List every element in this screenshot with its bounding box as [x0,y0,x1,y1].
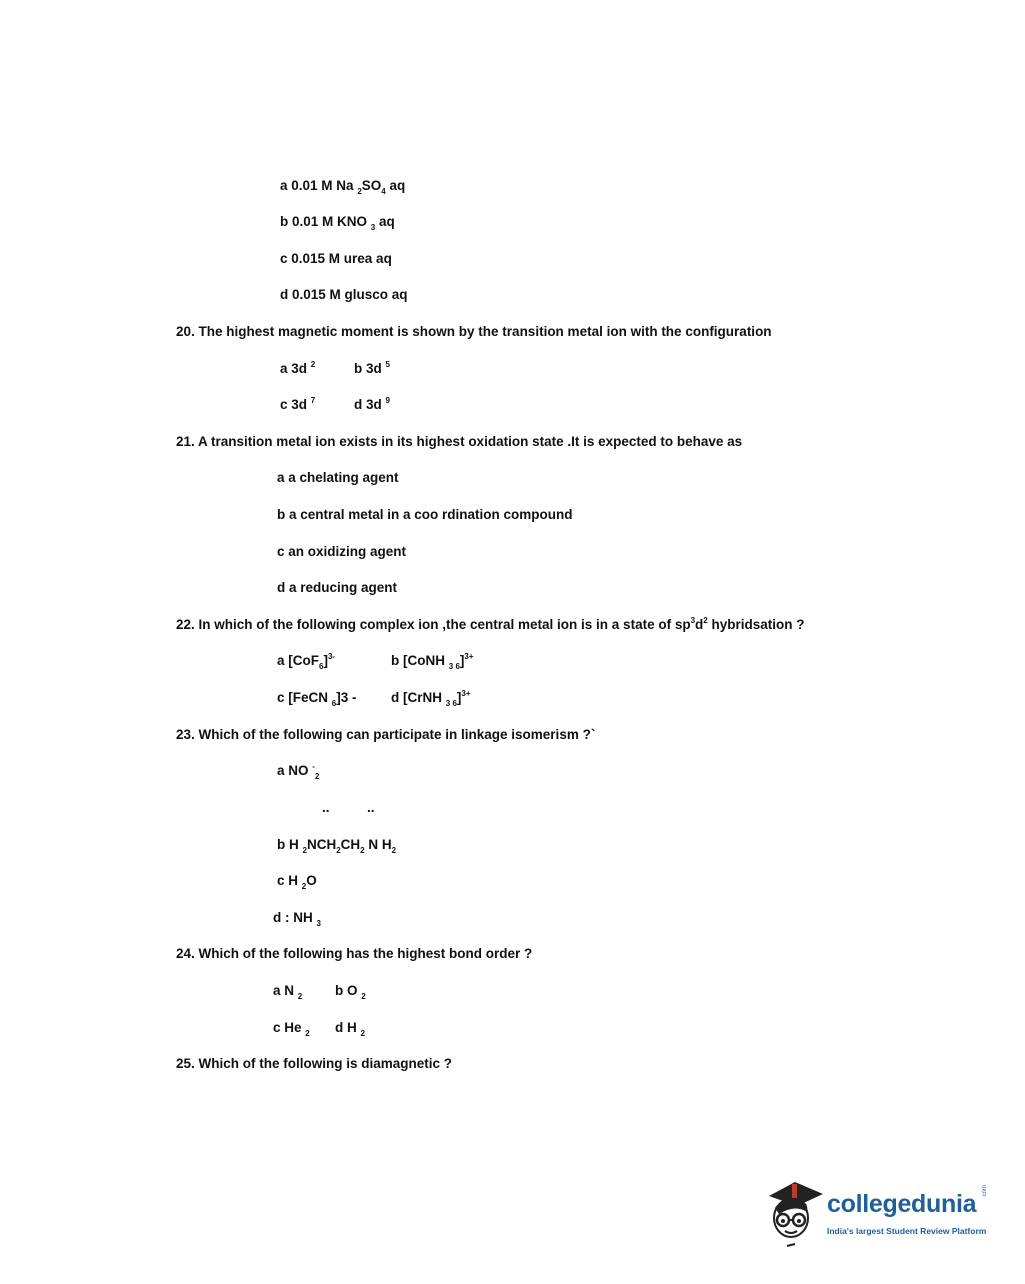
q22-d-pre: d [CrNH [391,690,442,705]
logo-tagline: India's largest Student Review Platform [827,1226,987,1236]
q22-sup1: 3 [690,616,696,625]
q20-c-sup: 7 [310,396,316,405]
q21-question: 21. A transition metal ion exists in its highest oxidation state .It is expected to behave as [176,434,743,449]
q23-dots-2: .. [367,800,375,815]
q22-b-sub: 3 6 [448,662,460,671]
q23-b-sub4: 2 [391,846,397,855]
q20-option-a [280,360,315,380]
q22-d-post: ] [456,690,462,705]
q23-d-sub: 3 [316,919,321,928]
q23-d-pre: d : NH [273,910,313,925]
q21-option-a: a a chelating agent [277,470,399,485]
q23-b-m3: N H [364,837,392,852]
q20-option-b [354,360,390,380]
q19-a-mid: SO [361,178,382,193]
q22-b-sup: 3+ [464,652,474,661]
q20-b-label: b 3d [354,361,382,376]
q20-question: 20. The highest magnetic moment is shown by the transition metal ion with the configuration [176,324,772,339]
q23-option-d [273,909,321,929]
q20-option-c [280,396,315,416]
q22-option-c [277,689,356,709]
q19-a-sub2: 4 [381,187,386,196]
q24-b-sub: 2 [361,992,366,1001]
q22-a-pre: a [CoF [277,653,319,668]
q20-d-label: d 3d [354,397,382,412]
q23-c-sub: 2 [301,882,307,891]
q20-a-sup: 2 [310,360,316,369]
student-mascot-icon [765,1176,825,1256]
q20-c-label: c 3d [280,397,308,412]
q22-question [176,616,805,636]
q20-d-sup: 9 [385,396,390,405]
q24-question: 24. Which of the following has the highest bond order ? [176,946,533,961]
q24-d-pre: d H [335,1020,357,1035]
q22-b-post: ] [459,653,465,668]
q22-a-sub: 6 [319,662,324,671]
q22-c-pre: c [FeCN [277,690,329,705]
q24-option-a [273,982,302,1002]
q22-c-post: ]3 - [336,690,357,705]
q24-c-pre: c He [273,1020,302,1035]
q22-c-sub: 6 [331,699,337,708]
q19-option-d: d 0.015 M glusco aq [280,287,408,302]
q22-option-d [391,689,471,709]
q24-option-d [335,1019,365,1039]
q23-b-sub3: 2 [360,846,365,855]
q19-a-text: a 0.01 M Na [280,178,354,193]
q23-option-c [277,872,317,892]
q19-a-sub: 2 [357,187,362,196]
q24-d-sub: 2 [360,1029,365,1038]
q24-b-pre: b O [335,983,358,998]
q24-a-pre: a N [273,983,295,998]
q24-option-c [273,1019,310,1039]
q19-b-text: b 0.01 M KNO [280,214,368,229]
q24-a-sub: 2 [297,992,303,1001]
q19-option-a [280,177,405,197]
q23-b-pre: b H [277,837,299,852]
q22-d-sub: 3 6 [445,699,457,708]
q22-d-sup: 3+ [461,689,471,698]
q24-c-sub: 2 [305,1029,310,1038]
q23-a-pre: a NO [277,763,309,778]
q19-a-post: aq [385,178,406,193]
q22-sup2: 2 [703,616,708,625]
q23-a-mark: - [312,762,315,771]
q19-b-sub: 3 [370,223,376,232]
q23-dots-1: .. [322,800,330,815]
q24-option-b [335,982,366,1002]
q22-question-pre: 22. In which of the following complex ion ,the central metal ion is in a state of sp [176,617,691,632]
q22-option-b [391,652,474,672]
q25-question: 25. Which of the following is diamagnetic ? [176,1056,453,1071]
q22-a-sup: 3- [327,652,336,661]
q19-option-c: c 0.015 M urea aq [280,251,392,266]
q23-c-pre: c H [277,873,299,888]
q23-b-sub1: 2 [302,846,307,855]
q22-a-post: ] [323,653,328,668]
q23-option-b [277,836,396,856]
collegedunia-logo[interactable] [765,1176,1005,1256]
q23-c-post: O [306,873,317,888]
q21-option-c: c an oxidizing agent [277,544,407,559]
q23-option-a [277,762,319,782]
q22-option-a [277,652,335,672]
q19-b-post: aq [375,214,395,229]
q23-b-sub2: 2 [336,846,341,855]
logo-wordmark: collegedunia [827,1190,977,1218]
q22-b-pre: b [CoNH [391,653,445,668]
q23-question: 23. Which of the following can participate in linkage isomerism ?` [176,727,596,742]
q20-option-d [354,396,390,416]
q19-option-b [280,213,395,233]
q23-b-m1: NCH [306,837,337,852]
q21-option-d: d a reducing agent [277,580,398,595]
q23-b-m2: CH [340,837,361,852]
q21-option-b: b a central metal in a coo rdination compound [277,507,573,522]
q20-b-sup: 5 [385,360,390,369]
q22-mid: d [695,617,704,632]
q22-question-post: hybridsation ? [707,617,805,632]
q20-a-label: a 3d [280,361,308,376]
q23-a-sub: 2 [314,772,320,781]
logo-dotcom: .com [982,1184,988,1198]
